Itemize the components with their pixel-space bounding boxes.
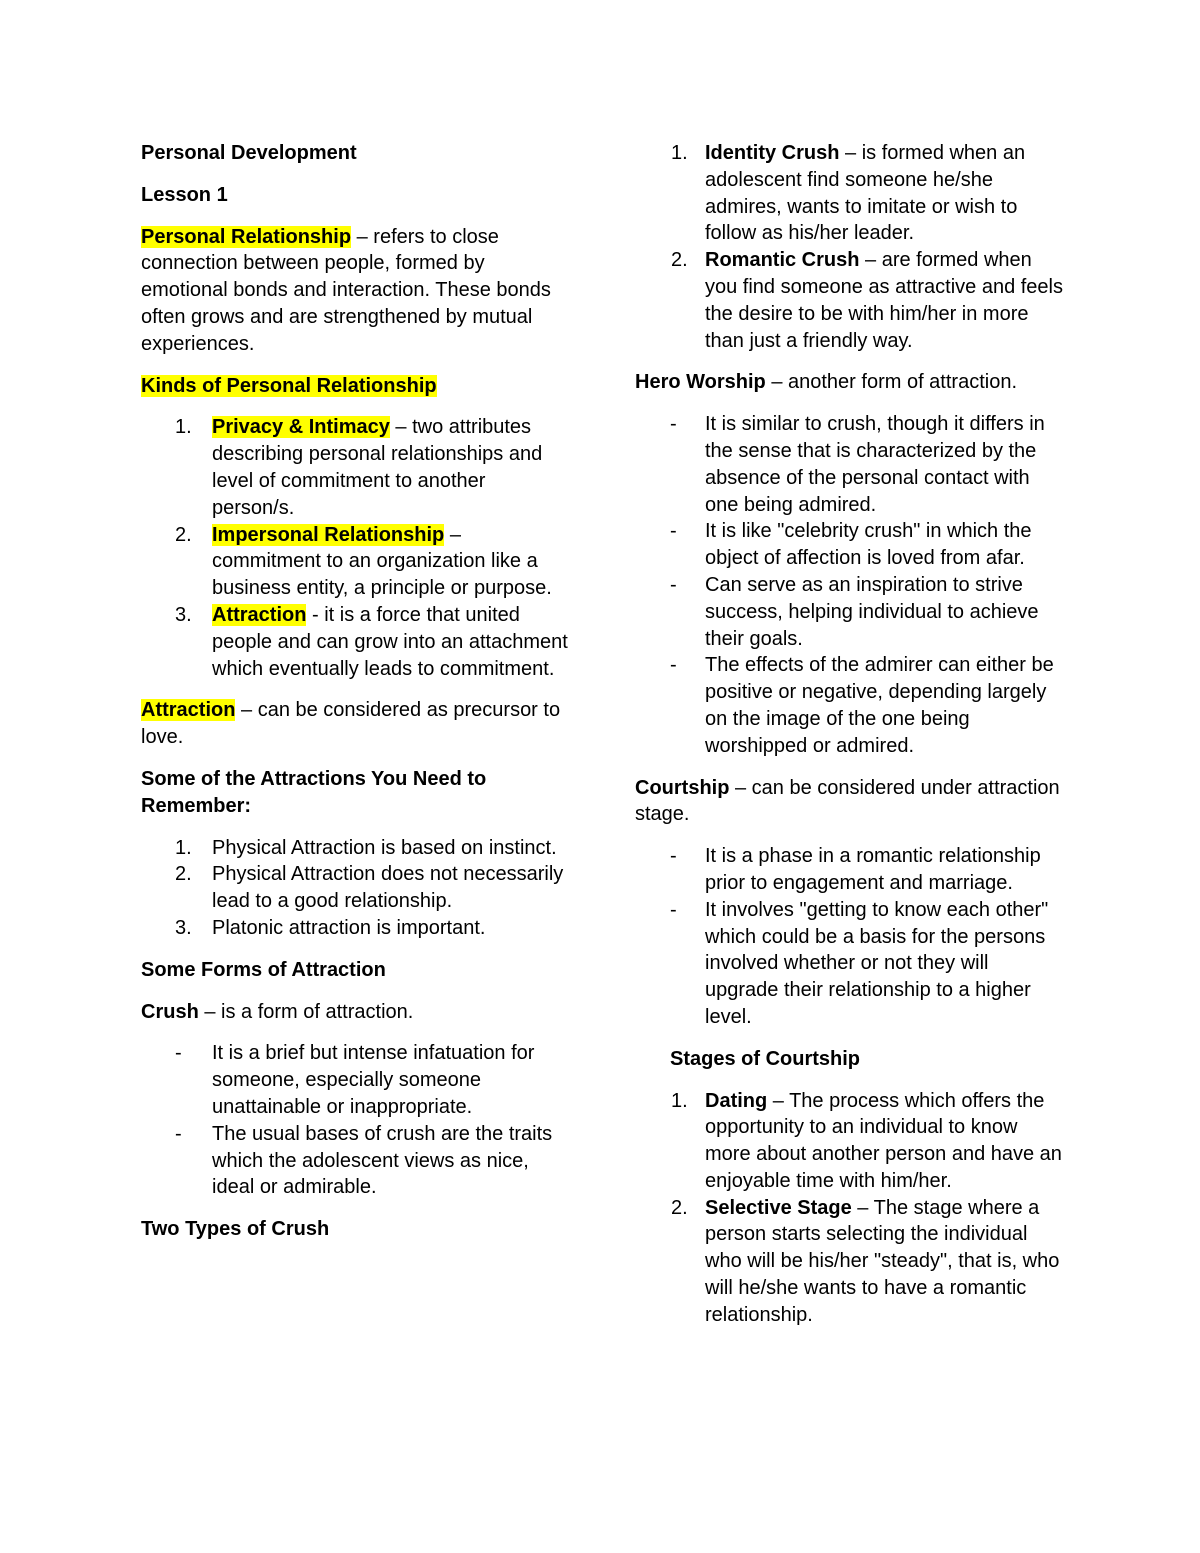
list-number: 3.: [175, 916, 192, 939]
attraction-definition: [141, 697, 573, 751]
stages-heading: [635, 1046, 1067, 1073]
list-item: [635, 411, 1067, 518]
list-item: [635, 140, 1067, 247]
crush-types-list: [635, 140, 1067, 354]
list-item: [635, 1088, 1067, 1195]
list-item: [635, 572, 1067, 652]
term-bold: Courtship: [635, 776, 730, 799]
term-bold: Crush: [141, 1000, 199, 1023]
item-text: It is similar to crush, though it differs in the sense that is characterized by the absence of the personal contact with one being admired.: [705, 413, 1045, 516]
term-highlight: Personal Relationship: [141, 225, 352, 248]
crush-points-list: [141, 1040, 573, 1201]
courtship-points-list: [635, 843, 1067, 1031]
stages-list: [635, 1088, 1067, 1329]
list-item: [635, 843, 1067, 897]
term-bold: Dating: [705, 1089, 768, 1112]
list-number: 2.: [175, 863, 192, 886]
list-item: [635, 247, 1067, 354]
item-text: It is like "celebrity crush" in which the object of affection is loved from afar.: [705, 520, 1032, 570]
term-bold: Selective Stage: [705, 1196, 852, 1219]
list-number: 1.: [175, 416, 192, 439]
crush-definition: [141, 999, 573, 1026]
term-highlight: Attraction: [212, 603, 307, 626]
courtship-definition: [635, 775, 1067, 829]
item-text: – The stage where a person starts selecting the individual who will be his/her "steady", that is, who will he/she wants to have a romantic relationship.: [705, 1196, 1060, 1326]
dash-bullet: -: [670, 573, 677, 596]
item-text: Can serve as an inspiration to strive success, helping individual to achieve their goals.: [705, 573, 1039, 650]
document-title: [141, 140, 573, 167]
personal-relationship-definition: [141, 224, 573, 358]
lesson-heading-text: Lesson 1: [141, 183, 228, 206]
list-number: 1.: [671, 1089, 688, 1112]
term-bold: Romantic Crush: [705, 249, 860, 272]
definition-text: – can be considered under attraction stage.: [635, 776, 1060, 826]
item-text: It involves "getting to know each other" which could be a basis for the persons involved whether or not they will upgrade their relationship to a higher level.: [705, 898, 1049, 1028]
list-number: 1.: [175, 836, 192, 859]
lesson-heading: [141, 182, 573, 209]
dash-bullet: -: [670, 898, 677, 921]
stages-heading-text: Stages of Courtship: [670, 1047, 861, 1070]
definition-text: – is a form of attraction.: [198, 1000, 414, 1023]
term-bold: Identity Crush: [705, 142, 840, 164]
dash-bullet: -: [670, 845, 677, 868]
list-item: [635, 518, 1067, 572]
list-number: 2.: [671, 1196, 688, 1219]
dash-bullet: -: [175, 1042, 182, 1065]
dash-bullet: -: [175, 1122, 182, 1145]
remember-list: [141, 835, 573, 942]
term-highlight: Impersonal Relationship: [212, 523, 445, 546]
heading-highlight: Kinds of Personal Relationship: [141, 374, 437, 397]
definition-text: – refers to close connection between people, formed by emotional bonds and interaction. These bonds often grows and are strengthened by mutual experiences.: [141, 225, 551, 355]
list-number: 3.: [175, 603, 192, 626]
list-number: 1.: [671, 142, 688, 164]
item-text: – commitment to an organization like a business entity, a principle or purpose.: [212, 523, 552, 600]
item-text: - it is a force that united people and can grow into an attachment which eventually leads to commitment.: [212, 603, 568, 680]
term-highlight: Privacy & Intimacy: [212, 416, 390, 439]
item-text: It is a phase in a romantic relationship prior to engagement and marriage.: [705, 845, 1041, 894]
dash-bullet: -: [670, 520, 677, 543]
list-item: [141, 915, 573, 942]
right-column: [635, 140, 1067, 1344]
forms-heading-text: Some Forms of Attraction: [141, 958, 386, 981]
list-item: [141, 602, 573, 682]
remember-heading: [141, 766, 573, 820]
list-item: [635, 1195, 1067, 1329]
list-number: 2.: [671, 249, 688, 272]
kinds-heading: [141, 373, 573, 400]
definition-text: – another form of attraction.: [765, 371, 1018, 394]
list-item: [141, 1121, 573, 1201]
item-text: Platonic attraction is important.: [212, 916, 486, 939]
list-item: [141, 522, 573, 602]
item-text: Physical Attraction does not necessarily lead to a good relationship.: [212, 863, 564, 913]
hero-points-list: [635, 411, 1067, 759]
term-bold: Hero Worship: [635, 371, 766, 394]
item-text: The effects of the admirer can either be positive or negative, depending largely on the image of the one being worshipped or admired.: [705, 654, 1054, 757]
item-text: – The process which offers the opportunity to an individual to know more about another person and have an enjoyable time with him/her.: [705, 1089, 1062, 1192]
kinds-list: [141, 414, 573, 682]
item-text: It is a brief but intense infatuation for someone, especially someone unattainable or inappropriate.: [212, 1042, 535, 1118]
list-item: [141, 861, 573, 915]
remember-heading-text: Some of the Attractions You Need to Remember:: [141, 767, 487, 817]
left-column: [141, 140, 573, 1258]
item-text: – is formed when an adolescent find someone he/she admires, wants to imitate or wish to follow as his/her leader.: [705, 142, 1026, 245]
item-text: – two attributes describing personal relationships and level of commitment to another person/s.: [212, 416, 543, 519]
definition-text: – can be considered as precursor to love.: [141, 699, 561, 749]
document-title-text: Personal Development: [141, 142, 357, 164]
term-highlight: Attraction: [141, 699, 236, 722]
list-item: [141, 414, 573, 521]
list-number: 2.: [175, 523, 192, 546]
item-text: The usual bases of crush are the traits which the adolescent views as nice, ideal or admirable.: [212, 1122, 553, 1199]
types-heading-text: Two Types of Crush: [141, 1218, 330, 1241]
hero-worship-definition: [635, 369, 1067, 396]
dash-bullet: -: [670, 654, 677, 677]
item-text: – are formed when you find someone as attractive and feels the desire to be with him/her in more than just a friendly way.: [705, 249, 1063, 352]
list-item: [141, 835, 573, 862]
item-text: Physical Attraction is based on instinct.: [212, 836, 557, 859]
types-heading: [141, 1216, 573, 1243]
forms-heading: [141, 957, 573, 984]
list-item: [635, 897, 1067, 1031]
list-item: [635, 652, 1067, 759]
dash-bullet: -: [670, 413, 677, 436]
list-item: [141, 1040, 573, 1120]
